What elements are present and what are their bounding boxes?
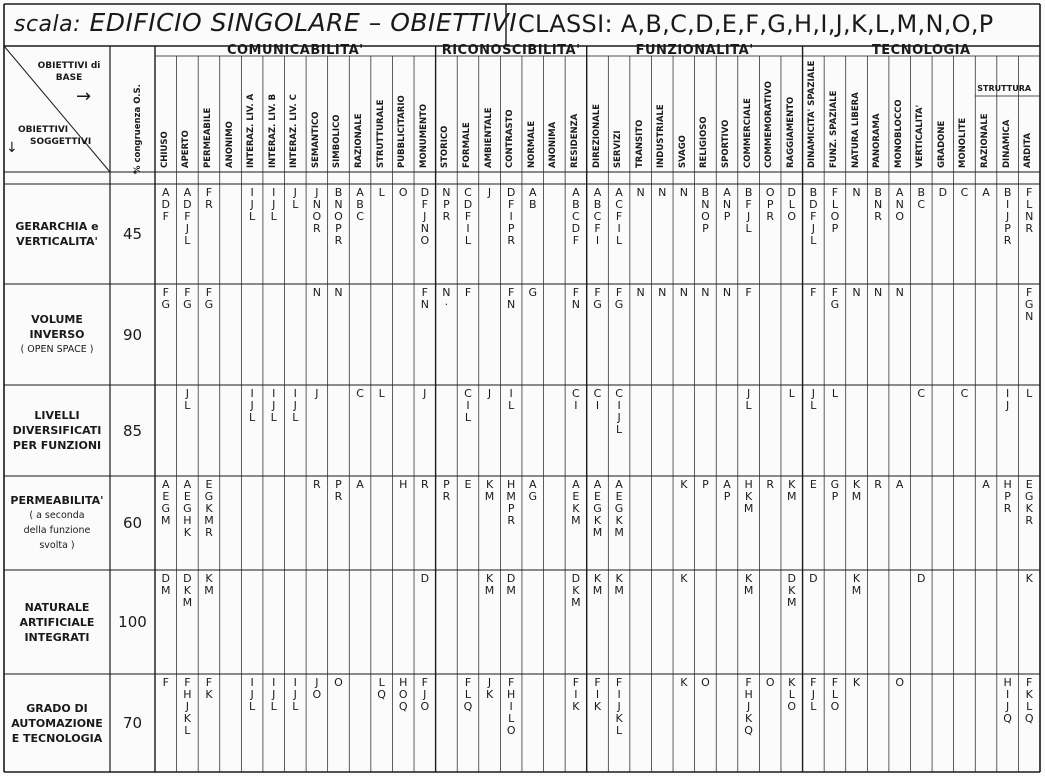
matrix-cell: D F I P R [506, 186, 516, 247]
matrix-cell: P R [442, 478, 451, 503]
column-header: SVAGO [677, 135, 688, 168]
matrix-cell: A N P [722, 186, 732, 223]
matrix-cell: F N [507, 286, 516, 311]
matrix-cell: K [680, 478, 688, 491]
matrix-cell: K M [592, 572, 603, 597]
matrix-cell: F L N R [1025, 186, 1034, 235]
matrix-cell: F H I L O [506, 676, 516, 737]
matrix-cell: L [1026, 387, 1033, 400]
matrix-cell: F L O [830, 676, 840, 713]
matrix-cell: L [378, 186, 385, 199]
matrix-cell: A E G K M [614, 478, 624, 539]
matrix-cell: I J L [270, 387, 277, 424]
column-header: PERMEABILE [202, 107, 213, 168]
matrix-cell: N [722, 286, 732, 299]
column-header: INTERAZ. LIV. A [246, 93, 257, 168]
matrix-cell: E G K M R [204, 478, 214, 539]
corner-subject-line2: SOGGETTIVI [30, 137, 92, 147]
column-header: PANORAMA [872, 113, 883, 168]
matrix-cell: A N O [895, 186, 905, 223]
column-header: NATURA LIBERA [850, 92, 861, 168]
row-label-line: ( OPEN SPACE ) [20, 344, 94, 355]
matrix-cell: C [356, 387, 364, 400]
matrix-cell: I J L [249, 676, 256, 713]
arrow-down-icon: ↓ [6, 140, 18, 156]
matrix-cell: O [701, 676, 710, 689]
row-percentage: 45 [122, 225, 143, 243]
row-label-line: NATURALE [24, 600, 90, 614]
column-header: APERTO [181, 130, 192, 168]
matrix-cell: J L [745, 387, 752, 412]
matrix-cell: A E G M [161, 478, 171, 527]
column-header: GRADONE [936, 120, 947, 168]
matrix-cell: K [852, 676, 861, 689]
matrix-cell: A C F I L [615, 186, 623, 247]
column-header: SEMANTICO [310, 111, 321, 168]
matrix-cell: B C [917, 186, 926, 211]
matrix-cell: C I L [464, 387, 472, 424]
matrix-cell: N [636, 186, 645, 199]
matrix-cell: I J L [270, 676, 277, 713]
matrix-cell: F G [161, 286, 171, 311]
matrix-cell: A E G H K [183, 478, 192, 539]
row-label-line: INTEGRATI [24, 630, 90, 644]
matrix-cell: A G [528, 478, 537, 503]
row-label-line: PERMEABILITA' [10, 494, 104, 507]
matrix-cell: K M [484, 572, 495, 597]
matrix-cell: C [960, 186, 969, 199]
matrix-cell: K M [614, 572, 624, 597]
matrix-cell: A E K M [571, 478, 581, 527]
matrix-cell: N [852, 186, 861, 199]
matrix-cell: F G [204, 286, 214, 311]
matrix-cell: F K L Q [1024, 676, 1034, 725]
matrix-cell: F N [571, 286, 581, 311]
matrix-cell: N [312, 286, 321, 299]
group-title: FUNZIONALITA' [635, 43, 754, 58]
row-label [4, 674, 110, 772]
matrix-cell: L [831, 387, 838, 400]
column-header: COMMEMORATIVO [764, 81, 775, 168]
matrix-cell: F K [205, 676, 213, 701]
matrix-cell: E G K R [1024, 478, 1034, 527]
column-header: INTERAZ. LIV. B [267, 93, 278, 168]
matrix-cell: H O Q [398, 676, 408, 713]
matrix-cell: A D F [161, 186, 171, 223]
arrow-right-icon: → [76, 86, 92, 107]
column-header: ANONIMA [548, 121, 559, 168]
matrix-cell: F [464, 286, 472, 299]
matrix-cell: C I [572, 387, 580, 412]
sheet-title: EDIFICIO SINGOLARE – OBIETTIVI [89, 8, 518, 37]
matrix-cell: B F J L [744, 186, 753, 235]
column-header: NORMALE [526, 120, 537, 168]
row-label [4, 184, 110, 284]
column-header: TRANSITO [634, 119, 645, 168]
matrix-cell: A B [528, 186, 537, 211]
matrix-cell: H K M [743, 478, 754, 515]
matrix-cell: J N O R [312, 186, 322, 235]
column-header: CHIUSO [159, 131, 170, 168]
matrix-cell: J L [292, 186, 299, 211]
matrix-cell: N [701, 286, 710, 299]
matrix-cell: F G [593, 286, 602, 311]
row-label-line: DIVERSIFICATI [12, 424, 102, 437]
row-label-line: GERARCHIA e [15, 220, 99, 233]
matrix-cell: F G N [1024, 286, 1034, 323]
pct-header: % congruenza O.S. [133, 84, 143, 174]
matrix-cell: K [1025, 572, 1033, 585]
column-header: MONOLITE [958, 117, 969, 168]
matrix-cell: R [420, 478, 429, 491]
matrix-cell: C I [593, 387, 602, 412]
matrix-cell: N · [442, 286, 451, 311]
corner-base-line2: BASE [55, 73, 83, 83]
column-header: STORICO [440, 125, 451, 168]
matrix-cell: F J L [810, 676, 817, 713]
row-label-line: PER FUNZIONI [12, 439, 102, 452]
matrix-cell: J L [184, 387, 191, 412]
matrix-cell: P R [334, 478, 343, 503]
matrix-cell: K M [743, 572, 754, 597]
matrix-cell: N [658, 286, 667, 299]
matrix-cell: G P [830, 478, 840, 503]
matrix-cell: D L O [787, 186, 797, 223]
column-header: FUNZ. SPAZIALE [828, 90, 839, 168]
column-header: INTERAZ. LIV. C [289, 94, 300, 168]
matrix-cell: I J L [249, 186, 256, 223]
matrix-cell: A D F J L [183, 186, 192, 247]
matrix-cell: J K [485, 676, 494, 701]
corner-base-label [24, 60, 114, 84]
row-label-line: VOLUME [31, 313, 83, 326]
matrix-cell: J L [810, 387, 817, 412]
sheet-title-left [14, 8, 517, 37]
matrix-cell: D [809, 572, 818, 585]
matrix-cell: K [680, 676, 688, 689]
matrix-cell: R [874, 478, 882, 491]
matrix-cell: K M [851, 572, 862, 597]
row-percentage: 100 [118, 613, 147, 631]
row-label-line: INVERSO [29, 328, 85, 341]
matrix-cell: F L Q [463, 676, 473, 713]
matrix-cell: D K M [182, 572, 193, 609]
matrix-cell: A E G K M [592, 478, 603, 539]
matrix-cell: D K M [787, 572, 797, 609]
matrix-cell: L Q [377, 676, 386, 701]
matrix-cell: A [895, 478, 904, 491]
matrix-cell: A B C F I [593, 186, 602, 247]
row-label-line: svolta ) [39, 540, 75, 551]
matrix-cell: B N O P [701, 186, 710, 235]
struttura-label: STRUTTURA [977, 84, 1032, 93]
column-header: RAZIONALE [980, 113, 991, 168]
matrix-cell: G [528, 286, 537, 299]
matrix-cell: N [334, 286, 343, 299]
column-header: STRUTTURALE [375, 99, 386, 168]
row-percentage: 90 [122, 325, 143, 344]
column-header: ANONIMO [224, 121, 235, 168]
matrix-cell: J O [312, 676, 322, 701]
matrix-cell: A P [723, 478, 731, 503]
matrix-cell: F N [420, 286, 429, 311]
matrix-cell: O [398, 186, 408, 199]
matrix-cell: A [356, 478, 364, 491]
column-header: PUBBLICITARIO [397, 95, 408, 168]
column-header: SPORTIVO [721, 119, 731, 168]
matrix-cell: O [765, 676, 775, 689]
matrix-cell: L [788, 387, 795, 400]
column-header: RESIDENZA [569, 113, 580, 168]
matrix-cell: F G [614, 286, 624, 311]
matrix-cell: I J L [270, 186, 277, 223]
matrix-cell: E [809, 478, 817, 491]
matrix-cell: F H J K L [183, 676, 192, 737]
matrix-cell: D [917, 572, 926, 585]
column-header: SIMBOLICO [332, 114, 343, 168]
matrix-cell: A B C [356, 186, 364, 223]
matrix-cell: N [852, 286, 861, 299]
matrix-cell: F L O P [830, 186, 840, 235]
matrix-cell: K [680, 572, 688, 585]
row-label-line: AUTOMAZIONE [11, 716, 103, 730]
matrix-cell: K M [787, 478, 797, 503]
column-header: ARDITA [1023, 132, 1034, 168]
matrix-cell: I J L [292, 676, 299, 713]
matrix-cell: H [399, 478, 408, 491]
matrix-cell: I L [508, 387, 515, 412]
matrix-cell: F H J K Q [744, 676, 753, 737]
matrix-cell: J [487, 387, 492, 400]
matrix-cell: O [334, 676, 343, 689]
classes-title: CLASSI: A,B,C,D,E,F,G,H,I,J,K,L,M,N,O,P [518, 10, 994, 38]
matrix-cell: I J L [292, 387, 299, 424]
matrix-cell: A B C D F [571, 186, 581, 247]
column-header: DINAMICA [1001, 119, 1012, 168]
matrix-cell: N P R [442, 186, 451, 223]
column-header: MONUMENTO [418, 103, 429, 168]
matrix-cell: K M [851, 478, 862, 503]
column-header: SERVIZI [613, 130, 624, 168]
matrix-cell: R [313, 478, 321, 491]
matrix-cell: C [960, 387, 969, 400]
row-label-line: ( a seconda [29, 510, 85, 521]
matrix-cell: F J O [420, 676, 430, 713]
matrix-cell: I J L [249, 387, 256, 424]
row-percentage: 60 [122, 514, 143, 532]
matrix-cell: O P R [765, 186, 775, 223]
matrix-cell: D K M [571, 572, 581, 609]
matrix-cell: F [745, 286, 752, 299]
matrix-cell: B D F J L [809, 186, 818, 247]
column-header: COMMERCIALE [742, 98, 753, 168]
scale-label: scala: [14, 12, 82, 37]
row-label-line: GRADO DI [26, 701, 88, 715]
matrix-cell: F [162, 676, 169, 689]
matrix-cell: F G [830, 286, 840, 311]
matrix-cell: O [895, 676, 905, 689]
matrix-cell: L [378, 387, 385, 400]
group-title: RICONOSCIBILITA' [441, 43, 581, 58]
matrix-cell: B I J P R [1003, 186, 1012, 247]
matrix-cell: D M [506, 572, 516, 597]
matrix-cell: J [315, 387, 319, 400]
matrix-cell: J [487, 186, 492, 199]
row-label [4, 284, 110, 385]
row-label-line: VERTICALITA' [16, 235, 98, 248]
column-header: VERTICALITA' [915, 104, 926, 168]
matrix-cell: H I J Q [1003, 676, 1012, 725]
matrix-cell: F [810, 286, 817, 299]
row-label [4, 570, 110, 674]
matrix-cell: F I K [593, 676, 602, 713]
matrix-cell: C D F I L [463, 186, 473, 247]
corner-subject-line1: OBIETTIVI [18, 125, 69, 135]
row-label-line: ARTIFICIALE [19, 615, 95, 629]
column-header: RAGGIAMENTO [785, 96, 796, 168]
row-label-line: E TECNOLOGIA [11, 731, 103, 745]
matrix-cell: F I J K L [615, 676, 623, 737]
matrix-cell: A [982, 478, 990, 491]
column-header: AMBIENTALE [483, 107, 494, 168]
matrix-cell: F R [205, 186, 213, 211]
matrix-cell: K M [484, 478, 495, 503]
group-title: COMUNICABILITA' [226, 43, 364, 58]
matrix-cell: D [420, 572, 430, 585]
corner-base-line1: OBIETTIVI di [37, 61, 101, 71]
row-label [4, 476, 110, 570]
column-header: MONOBLOCCO [893, 99, 904, 168]
matrix-cell: D F J N O [420, 186, 430, 247]
matrix-cell: K M [204, 572, 214, 597]
matrix-cell: D [938, 186, 948, 199]
row-percentage: 70 [122, 714, 143, 732]
column-header: DINAMICITA' SPAZIALE [807, 60, 818, 168]
matrix-cell: C [917, 387, 926, 400]
matrix-cell: F I K [572, 676, 580, 713]
corner-subject-label [18, 124, 91, 148]
row-percentage: 85 [122, 421, 143, 440]
matrix-cell: E [464, 478, 472, 491]
matrix-cell: I J [1005, 387, 1010, 412]
group-title: TECNOLOGIA [871, 43, 971, 58]
matrix-cell: C I J L [615, 387, 623, 436]
row-label-line: LIVELLI [34, 409, 80, 422]
matrix-cell: A [982, 186, 990, 199]
column-header: RAZIONALE [354, 113, 365, 168]
matrix-cell: B N R [873, 186, 883, 223]
row-label-line: della funzione [23, 525, 91, 536]
matrix-cell: N [895, 286, 904, 299]
column-header: RELIGIOSO [699, 116, 710, 168]
row-label [4, 385, 110, 476]
column-header: CONTRASTO [505, 109, 516, 168]
matrix-cell: N [658, 186, 667, 199]
matrix-cell: F G [183, 286, 192, 311]
column-header: DIREZIONALE [591, 103, 602, 168]
matrix-cell: N [679, 286, 688, 299]
matrix-cell: H M P R [506, 478, 516, 527]
column-header: FORMALE [461, 122, 472, 168]
matrix-cell: R [766, 478, 774, 491]
matrix-cell: B N O P R [334, 186, 343, 247]
matrix-cell: N [679, 186, 688, 199]
matrix-cell: N [873, 286, 883, 299]
matrix-cell: D M [161, 572, 171, 597]
column-header: INDUSTRIALE [656, 104, 667, 168]
matrix-cell: J [423, 387, 427, 400]
matrix-cell: P [702, 478, 709, 491]
matrix-cell: H P R [1003, 478, 1012, 515]
matrix-cell: K L O [787, 676, 797, 713]
matrix-cell: N [636, 286, 645, 299]
